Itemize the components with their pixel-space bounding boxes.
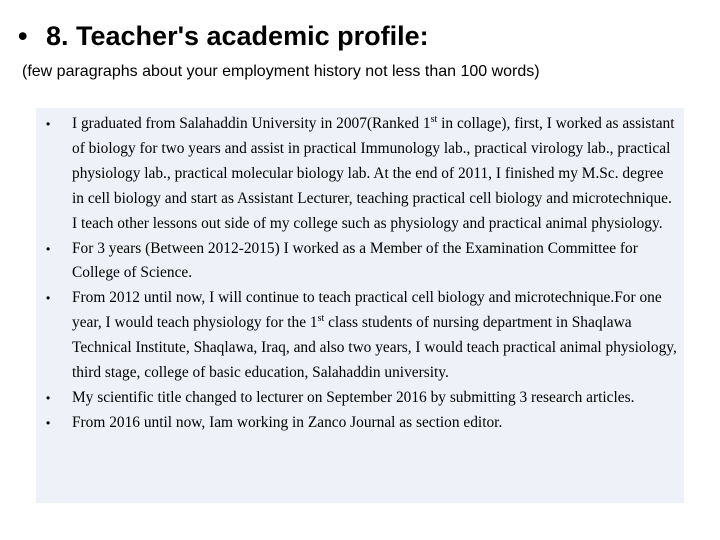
slide-title [18,18,429,54]
bullet-icon: • [46,390,51,405]
item-text: For 3 years (Between 2012-2015) I worked as a Member of the Examination Committee for College of Science. [72,239,638,282]
item-superscript: st [317,313,325,325]
slide-subtitle: (few paragraphs about your employment history not less than 100 words) [22,63,540,80]
item-text: My scientific title changed to lecturer on September 2016 by submitting 3 research articles. [72,388,635,406]
list-item [36,237,684,287]
item-text: From 2012 until now, I will continue to teach practical cell biology and microtechnique.For one year, I would teach physiology for the 1 [72,289,662,332]
bullet-icon: • [46,117,51,131]
item-superscript: st [430,113,438,125]
item-text: I graduated from Salahaddin University in 2007(Ranked 1 [72,115,431,132]
bullet-icon: • [46,241,51,256]
list-item [36,386,684,411]
bullet-icon: • [46,291,51,306]
item-text: From 2016 until now, Iam working in Zanco Journal as section editor. [72,413,503,431]
item-text-continued: class students of nursing department in Shaqlawa Technical Institute, Shaqlawa, Iraq, and also two years, I would teach practical animal physiology, third stage, college of basic education, Salahaddin university. [72,314,677,382]
list-item [36,286,684,386]
list-item [36,112,684,237]
item-text-continued: in collage), first, I worked as assistant of biology for two years and assist in practical Immunology lab., practical virology lab., practical physiology lab., practical molecular biology lab. At the end of 2011, I finished my M.Sc. degree in cell biology and start as Assistant Lecturer, teaching practical cell biology and microtechnique. I teach other lessons out side of my college such as physiology and practical animal physiology. [72,115,675,232]
bullet-list [36,108,684,436]
bullet-icon: • [46,415,51,430]
content-box [36,108,684,503]
list-item [36,411,684,436]
title-text: 8. Teacher's academic profile: [46,21,429,51]
title-bullet: • [18,21,28,51]
